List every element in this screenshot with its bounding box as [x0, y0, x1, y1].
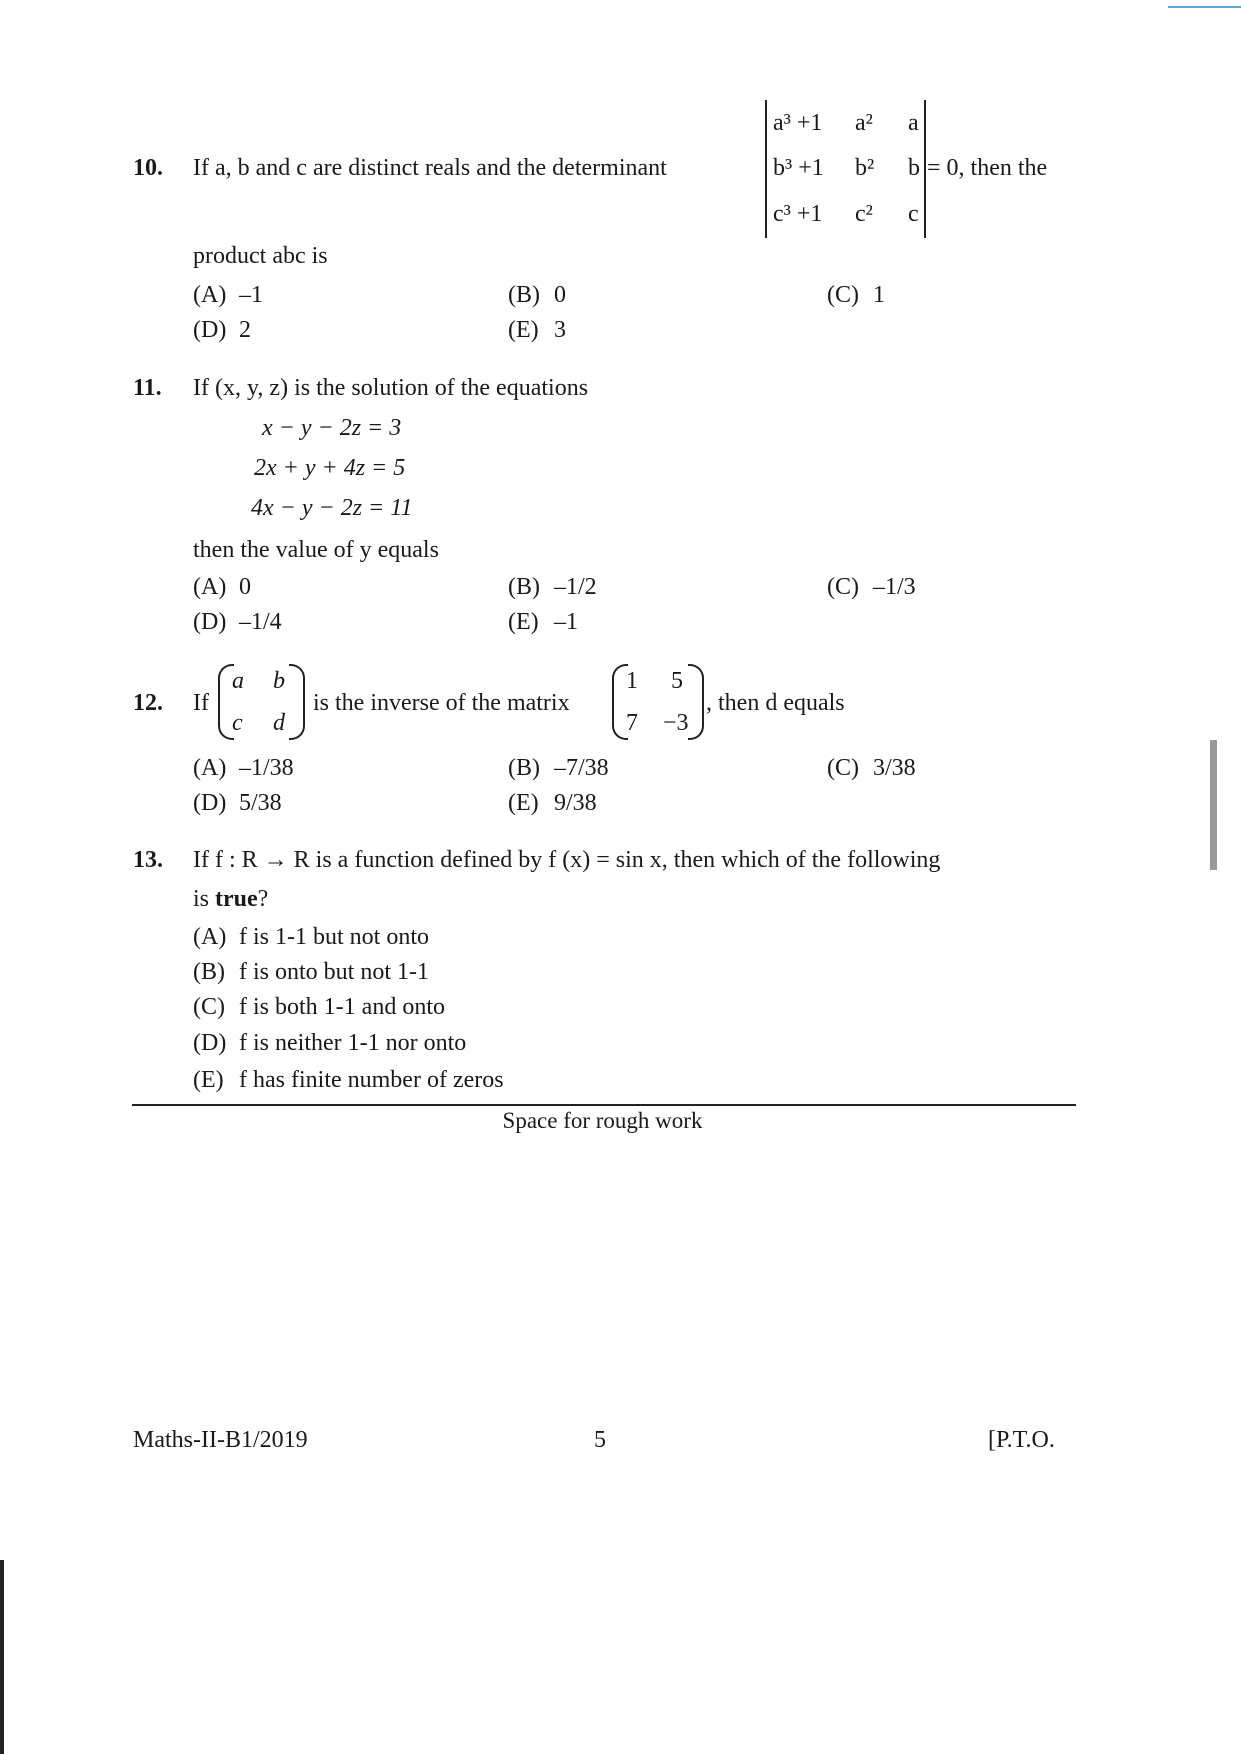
det-cell: a³ +1: [773, 110, 823, 136]
option-a: (A) 0: [193, 574, 251, 600]
option-c: (C) 3/38: [827, 755, 916, 781]
det-cell: c³ +1: [773, 201, 823, 227]
option-d: (D) 2: [193, 317, 251, 343]
right-parenthesis: [688, 664, 704, 740]
equation-1: x − y − 2z = 3: [262, 415, 402, 441]
det-cell: b³ +1: [773, 155, 824, 181]
matrix-entry: a: [232, 668, 244, 694]
equation-3: 4x − y − 2z = 11: [251, 495, 413, 521]
scan-edge-line: [1168, 6, 1241, 8]
matrix-entry: 7: [626, 710, 638, 736]
option-c: (C) –1/3: [827, 574, 916, 600]
option-e: (E) –1: [508, 609, 578, 635]
option-c: (C) 1: [827, 282, 885, 308]
question-stem: If a, b and c are distinct reals and the determinant: [193, 155, 667, 181]
det-cell: b: [908, 155, 920, 181]
question-if: If: [193, 690, 209, 716]
option-a: (A) f is 1-1 but not onto: [193, 924, 429, 950]
option-b: (B) –7/38: [508, 755, 609, 781]
scan-edge-shadow: [0, 1560, 4, 1754]
footer-code: Maths-II-B1/2019: [133, 1427, 308, 1453]
option-b: (B) –1/2: [508, 574, 597, 600]
question-number: 10.: [133, 155, 163, 181]
option-b: (B) f is onto but not 1-1: [193, 959, 429, 985]
option-c: (C) f is both 1-1 and onto: [193, 994, 445, 1020]
question-stem: If (x, y, z) is the solution of the equations: [193, 375, 589, 401]
divider-rule: [132, 1104, 1076, 1106]
matrix-entry: 1: [626, 668, 638, 694]
det-cell: c: [908, 201, 919, 227]
option-d: (D) 5/38: [193, 790, 282, 816]
question-stem-continuation: = 0, then the: [927, 155, 1048, 181]
footer-page-number: 5: [594, 1427, 606, 1453]
det-cell: b²: [855, 155, 875, 181]
determinant: [765, 100, 926, 238]
question-number: 12.: [133, 690, 163, 716]
equation-2: 2x + y + 4z = 5: [254, 455, 406, 481]
question-number: 11.: [133, 375, 162, 401]
det-cell: c²: [855, 201, 873, 227]
option-d: (D) f is neither 1-1 nor onto: [193, 1030, 467, 1056]
question-number: 13.: [133, 847, 163, 873]
question-stem-line2: is true?: [193, 886, 269, 912]
matrix-entry: b: [273, 668, 285, 694]
question-middle: is the inverse of the matrix: [313, 690, 570, 716]
footer-pto: [P.T.O.: [988, 1427, 1055, 1453]
matrix-entry: c: [232, 710, 243, 736]
question-end: , then d equals: [706, 690, 845, 716]
det-cell: a: [908, 110, 919, 136]
question-stem: If f : R → R is a function defined by f (x) = sin x, then which of the following: [193, 847, 941, 873]
question-stem-line2: then the value of y equals: [193, 537, 439, 563]
option-e: (E) 9/38: [508, 790, 597, 816]
option-b: (B) 0: [508, 282, 566, 308]
rough-work-label: Space for rough work: [502, 1108, 703, 1133]
scan-margin-mark: [1210, 740, 1217, 870]
option-d: (D) –1/4: [193, 609, 282, 635]
option-e: (E) 3: [508, 317, 566, 343]
matrix-entry: 5: [671, 668, 683, 694]
option-a: (A) –1/38: [193, 755, 294, 781]
det-cell: a²: [855, 110, 873, 136]
option-e: (E) f has finite number of zeros: [193, 1067, 504, 1093]
matrix-entry: d: [273, 710, 285, 736]
right-parenthesis: [289, 664, 305, 740]
question-stem-line2: product abc is: [193, 243, 328, 269]
option-a: (A) –1: [193, 282, 263, 308]
matrix-entry: −3: [663, 710, 689, 736]
